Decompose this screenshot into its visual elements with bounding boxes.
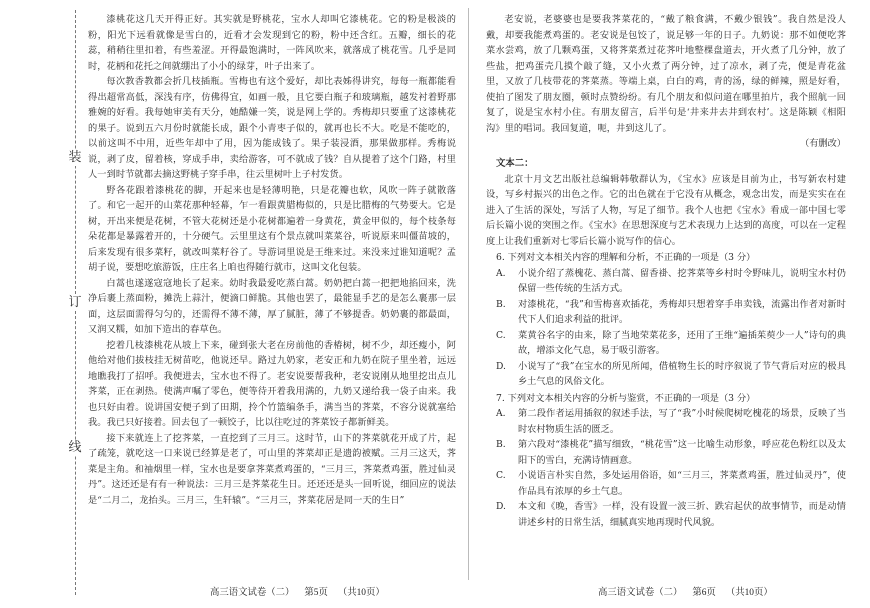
option-text: 第六段对“漆桃花”描写细致，“桃花雪”这一比喻生动形象，呼应花色粉红以及太阳下的雪白，充满诗情画意。: [518, 439, 846, 466]
option-text: 本文和《晚，香雪》一样，没有设置一波三折、跌宕起伏的故事情节，而是动情讲述乡村的日常生活，细腻真实地再现时代风貌。: [518, 501, 846, 528]
footer-page-number: 第5页: [304, 588, 328, 598]
question-7-stem: 7. 下列对文本相关内容的分析与鉴赏，不正确的一项是（3 分）: [496, 392, 756, 404]
left-page-body: [88, 12, 456, 572]
paragraph: 每次教香教都会折几枝插瓶。雪梅也有这个爱好，却比表姊得讲究，每每一瓶都能看得出超常高低，深浅有序，仿佛得宜，如画一般，且它要白瓶子和玻璃瓶，越发衬着野那雅婉的好看。我每她审美有天分，她酷嫌一笑，说是网上学的。秀梅却只要重了这漆桃花的果子。说到五六月份时就能长成，跟个小青枣子似的，就再也长不大。吃是不能吃的，以前这叫不中用，近些年却中了用，因为能成钱了。果子装浸酒，那果做那样。秀梅说说，剥了皮，留着核，穿成手串，卖给游客，可不就成了钱？自从提着了这个门路，村里人一到时节就都去摘这野桃子穿手串，往云里树叶上子村发货。: [88, 76, 456, 180]
paragraph: 接下来就连上了挖荠菜，一直挖到了三月三。这时节，山下的荠菜就花开成了片，起了疏笼，就吃这一口来说已经算是老了，可山里的荠菜却正是遗韵被赋。三月三这天，荠菜是主角。和袖烟里一样，宝水也是要拿荠菜煮鸡蛋的，“三月三，荠菜煮鸡蛋，胜过仙灵丹”。这还还是有有一种说法：三月三是荠菜花生日。还还还是头一回听说，细回应的说法是“二月二，龙抬头。三月三，生轩辕”。“三月三，荠菜花居是同一天的生日”: [88, 432, 456, 506]
question-7-option-b: [496, 437, 846, 468]
question-6-option-b: [496, 297, 846, 328]
option-label: A.: [496, 408, 506, 419]
option-label: C.: [496, 470, 506, 481]
footer-total-pages: （共10页）: [337, 588, 385, 598]
option-text: 菜黄谷名字的由来，除了当地荣菜花多，还用了王维“遍插茱萸少一人”诗句的典故，增添文化气息，易于吸引游客。: [518, 329, 846, 356]
paragraph: 白蒿也遂遂寇寇地长了起来。幼时我最爱吃蒸白蒿。奶奶把白蒿一把把地掐回来，洗净后裹上蒸面粉，摊洗上蒜汁，便滴口鲜脆。其他也罢了，最能显手艺的是怎么裹那一层面，这层面需得匀匀的，还需得不薄不薄，厚了腻脏，薄了不够提香。奶奶裹的都最面，又润又糯，如加下造出的春草色。: [88, 277, 456, 335]
paragraph: 漆桃花这几天开得正好。其实就是野桃花，宝水人却叫它漆桃花。它的粉是极淡的粉，阳光下远看就像是雪白的，近看才会发现到它的粉，粉中还含红。五瓣，细长的花蕊，稍稍往里扣着，有些羞涩。开得最饱满时，一阵风吹来，就落成了桃花雪。几乎是同时，花柄和花托之间就绷出了小小的绿芽，叶子出来了。: [88, 14, 456, 72]
option-label: D.: [496, 360, 506, 372]
paragraph: 北京十月文艺出版社总编辑韩敬群认为，《宝水》应该是目前为止，书写新农村建设，写乡村振兴的出色之作。它的出色就在于它没有从概念，观念出发，而是实实在在进入了生活的深处，写活了人物，写足了细节。我个人也把《宝水》看成一部中国七零后长篇小说的突围之作。《宝水》在思想深度与艺术表现力上达到的高度，可以在一定程度上让我们重新对七零后长篇小说写作的信心。: [486, 173, 846, 247]
option-text: 小说介绍了蒸槐花、蒸白蒿、留香褂、挖荠菜等乡村时令野味儿，说明宝水村仍保留一些传统的生活方式。: [518, 267, 846, 294]
binding-mark-xian: 线: [66, 440, 84, 456]
paragraph: 挖着几枝漆桃花从坡上下来，碰到张大老在房前他的香椿树，树不少，却还瘦小，阿他给对他们拔枝挂无树苗吃，他说还早。路过九奶家，老安正和九奶在院子里坐着，远远地瞧我打了招呼。我便进去，宝水也不得了。老安说要帮我种，老安说刚从地里挖出点儿荠菜，正在剥热。使满声嘱了零色，便等待开着我用满的，九奶又递给我一袋子由来。我也只好由着。说讲国安便子到了田期，拎个竹篮编条手，满当当的荠菜，不容分说就塞给我。我已只好接着。回去包了一顿饺子，比以往吃过的荠菜饺子都新鲜美。: [88, 339, 456, 428]
option-label: C.: [496, 329, 506, 341]
binding-mark-ding: 订: [66, 295, 84, 311]
source-note: （有删改）: [800, 138, 846, 149]
question-7-option-a: [496, 406, 846, 437]
option-text: 小说写了“我”在宝水的所见所闻，借植物生长的时序叙说了节气背后对应的极具乡土气息的风俗文化。: [518, 360, 846, 387]
question-6-stem: 6. 下列对文本相关内容的理解和分析，不正确的一项是（3 分）: [496, 252, 756, 263]
text2-title: 文本二：: [496, 157, 534, 169]
option-text: 第二段作者运用插叙的叙述手法，写了“我”小时候爬树吃槐花的场景，反映了当时农村物质生活的匮乏。: [518, 408, 846, 435]
footer-exam-title: 高三语文试卷（二）: [210, 588, 295, 598]
option-label: D.: [496, 501, 506, 512]
right-page-footer: [598, 586, 783, 600]
footer-page-number: 第6页: [692, 588, 716, 598]
paragraph: 野各花跟着漆桃花的脚，开起来也是轻薄明艳，只是花瓣也软，风吹一阵子就散落了。和它一起开的山菜花那种轻幕，乍一看跟黄腊梅似的，只是比腊梅的气势要大。它是树，开出来便是花树，不管大花树还是小花树都遍着一身黄花，黄金甲似的，每个枝条每朵花都是暴露着开的，十分硬气。云里里这有个景点就叫菜菜谷，听说原来叫僵苗坡的，后来发现有很多菜籽，就改叫菜籽谷了。导游词里说是王维来过。来没来过谁知道呢？孟胡子说，要想吃旅游饭，庄庄名上咱也得随行就市，这叫文化包装。: [88, 184, 456, 273]
option-label: A.: [496, 267, 506, 279]
binding-mark-zhuang: 装: [66, 150, 84, 166]
page-divider: [468, 8, 469, 580]
option-text: 对漆桃花，“我”和雪梅喜欢插花，秀梅却只想着穿手串卖钱，流露出作者对新时代下人们追求利益的批评。: [518, 298, 846, 325]
right-page-body: [486, 12, 846, 572]
option-label: B.: [496, 298, 506, 310]
question-6-option-d: [496, 359, 846, 390]
paragraph: 老安说，老婆婆也是要我荠菜花的，“戴了粮食满，不戴少银钱”。我自然是没人戴，却要我能煮鸡蛋的。老安说是包饺了，说足够一年的日子。九奶说：那不如便吃荠菜水尝鸡，放了几颗鸡蛋，又将荠菜煮过花荠叶地整棵盘道去，开火煮了几分钟，放了些盐，把鸡蛋壳几摸个敲了缝，又小火煮了两分钟，过了凉水，剥了壳，便是青花盆里，又放了几枝带花的荠菜蒸。等端上桌，白白的鸡，青的汤，绿的鲜辣，照是好看，使拍了图发了朋友圈，顿时点赞纷纷。有几个朋友和似问道在哪里拍片，我个照航一回复了，说是宝水村小住。有朋友留言，后半句是‘井来井去井到农村’。这是陈颖《相阳沟》里的唱词。我回复道，呃，井到这儿了。: [486, 14, 846, 134]
question-6-option-a: [496, 266, 846, 297]
question-7-option-c: [496, 468, 846, 499]
option-text: 小说语言朴实自然，多处运用俗语，如“三月三，荠菜煮鸡蛋，胜过仙灵丹”，使作品具有浓厚的乡土气息。: [518, 470, 846, 497]
left-page-footer: [210, 586, 395, 600]
footer-total-pages: （共10页）: [725, 588, 773, 598]
question-7-option-d: [496, 499, 846, 530]
footer-exam-title: 高三语文试卷（二）: [598, 588, 683, 598]
question-6-option-c: [496, 328, 846, 359]
option-label: B.: [496, 439, 506, 450]
